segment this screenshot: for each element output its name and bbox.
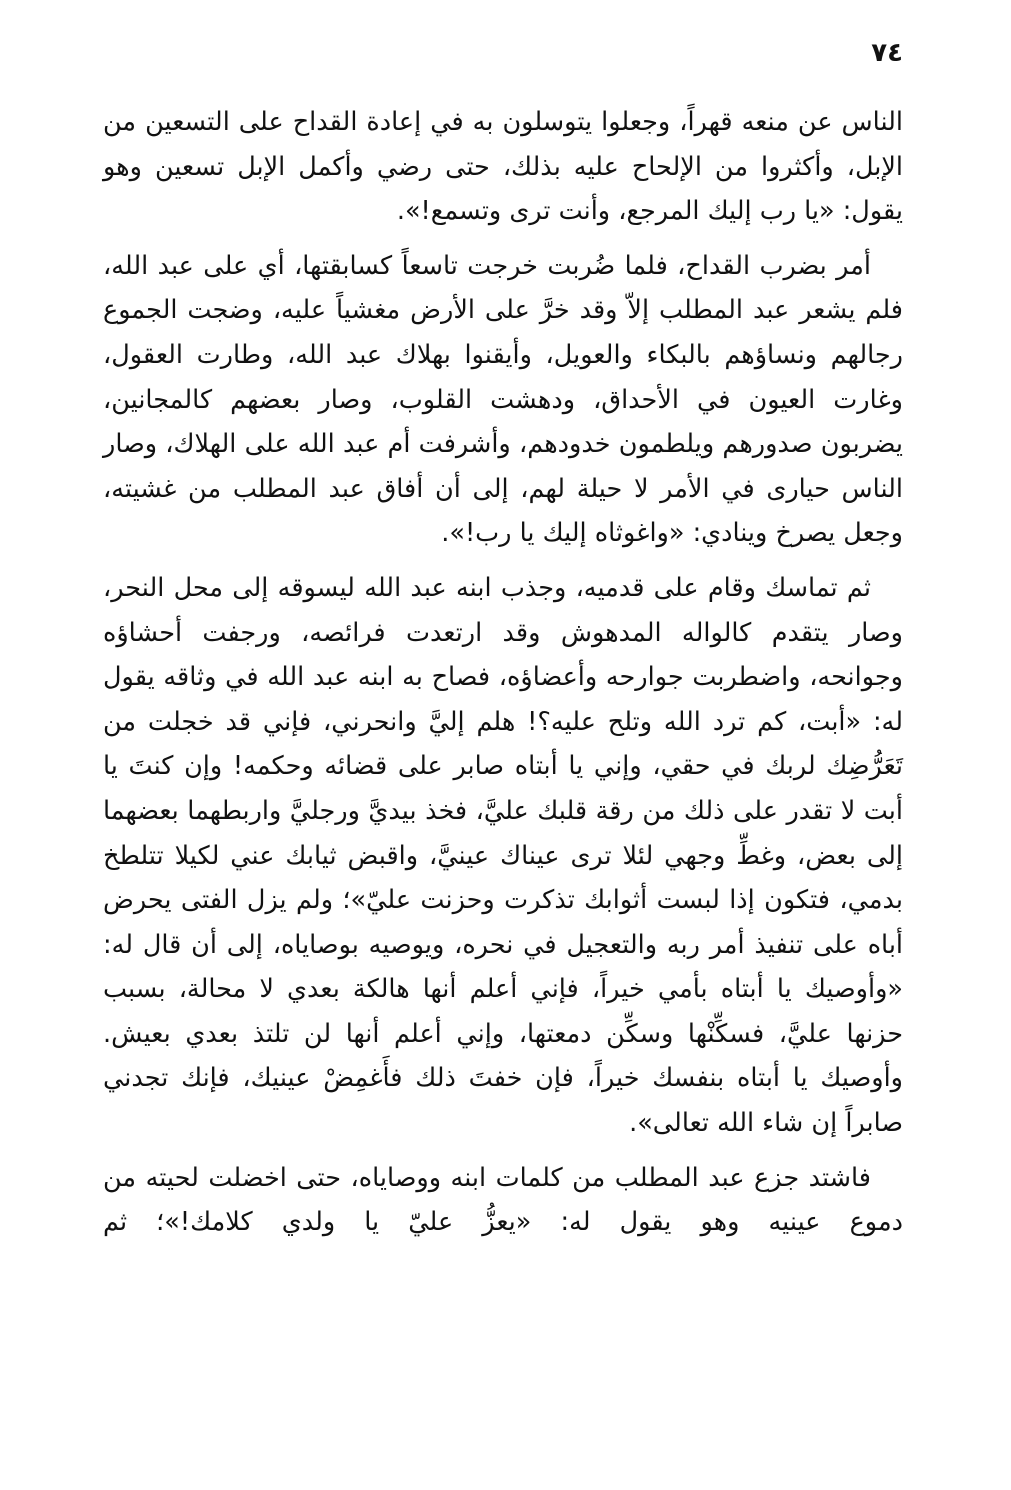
paragraph-1: الناس عن منعه قهراً، وجعلوا يتوسلون به في إعادة القداح على التسعين من الإبل، وأكثروا من الإلحاح عليه بذلك، حتى رضي وأكمل الإبل تسعين وهو يقول: «يا رب إليك المرجع، وأنت ترى وتسمع!». bbox=[103, 107, 903, 227]
paragraph-3: ثم تماسك وقام على قدميه، وجذب ابنه عبد الله ليسوقه إلى محل النحر، وصار يتقدم كالواله المدهوش وقد ارتعدت فرائصه، ورجفت أحشاؤه وجوانحه، واضطربت جوارحه وأعضاؤه، فصاح به ابنه عبد الله في وثاقه يقول له: «أبت، كم ترد الله وتلح عليه؟! هلم إليَّ وانحرني، فإني قد خجلت من تَعَرُّضِك لربك في حقي، وإني يا أبتاه صابر على قضائه وحكمه! وإن كنتَ يا أبت لا تقدر على ذلك من رقة قلبك عليَّ، فخذ بيديَّ ورجليَّ واربطهما بعضهما إلى بعض، وغطِّ وجهي لئلا ترى عيناك عينيَّ، واقبض ثيابك عني لكيلا تتلطخ بدمي، فتكون إذا لبست أثوابك تذكرت وحزنت عليّ»؛ ولم يزل الفتى يحرض أباه على تنفيذ أمر ربه والتعجيل في نحره، ويوصيه بوصاياه، إلى أن قال له: «وأوصيك يا أبتاه بأمي خيراً، فإني أعلم أنها هالكة بعدي لا محالة، بسبب حزنها عليَّ، فسكِّنْها وسكِّن دمعتها، وإني أعلم أنها لن تلتذ بعدي بعيش. وأوصيك يا أبتاه بنفسك خيراً، فإن خفتَ ذلك فأَغمِضْ عينيك، فإنك تجدني صابراً إن شاء الله تعالى». bbox=[103, 572, 903, 1139]
paragraph-4: فاشتد جزع عبد المطلب من كلمات ابنه ووصاياه، حتى اخضلت لحيته من دموع عينيه وهو يقول له: «يعزُّ عليّ يا ولدي كلامك!»؛ ثم bbox=[103, 1162, 903, 1238]
page-number: ٧٤ bbox=[871, 38, 903, 68]
page-body bbox=[103, 100, 903, 1255]
paragraph-2: أمر بضرب القداح، فلما ضُربت خرجت تاسعاً كسابقتها، أي على عبد الله، فلم يشعر عبد المطلب إلاّ وقد خرَّ على الأرض مغشياً عليه، وضجت الجموع رجالهم ونساؤهم بالبكاء والعويل، وأيقنوا بهلاك عبد الله، وطارت العقول، وغارت العيون في الأحداق، ودهشت القلوب، وصار بعضهم كالمجانين، يضربون صدورهم ويلطمون خدودهم، وأشرفت أم عبد الله على الهلاك، وصار الناس حيارى في الأمر لا حيلة لهم، إلى أن أفاق عبد المطلب من غشيته، وجعل يصرخ وينادي: «واغوثاه إليك يا رب!». bbox=[103, 250, 903, 549]
